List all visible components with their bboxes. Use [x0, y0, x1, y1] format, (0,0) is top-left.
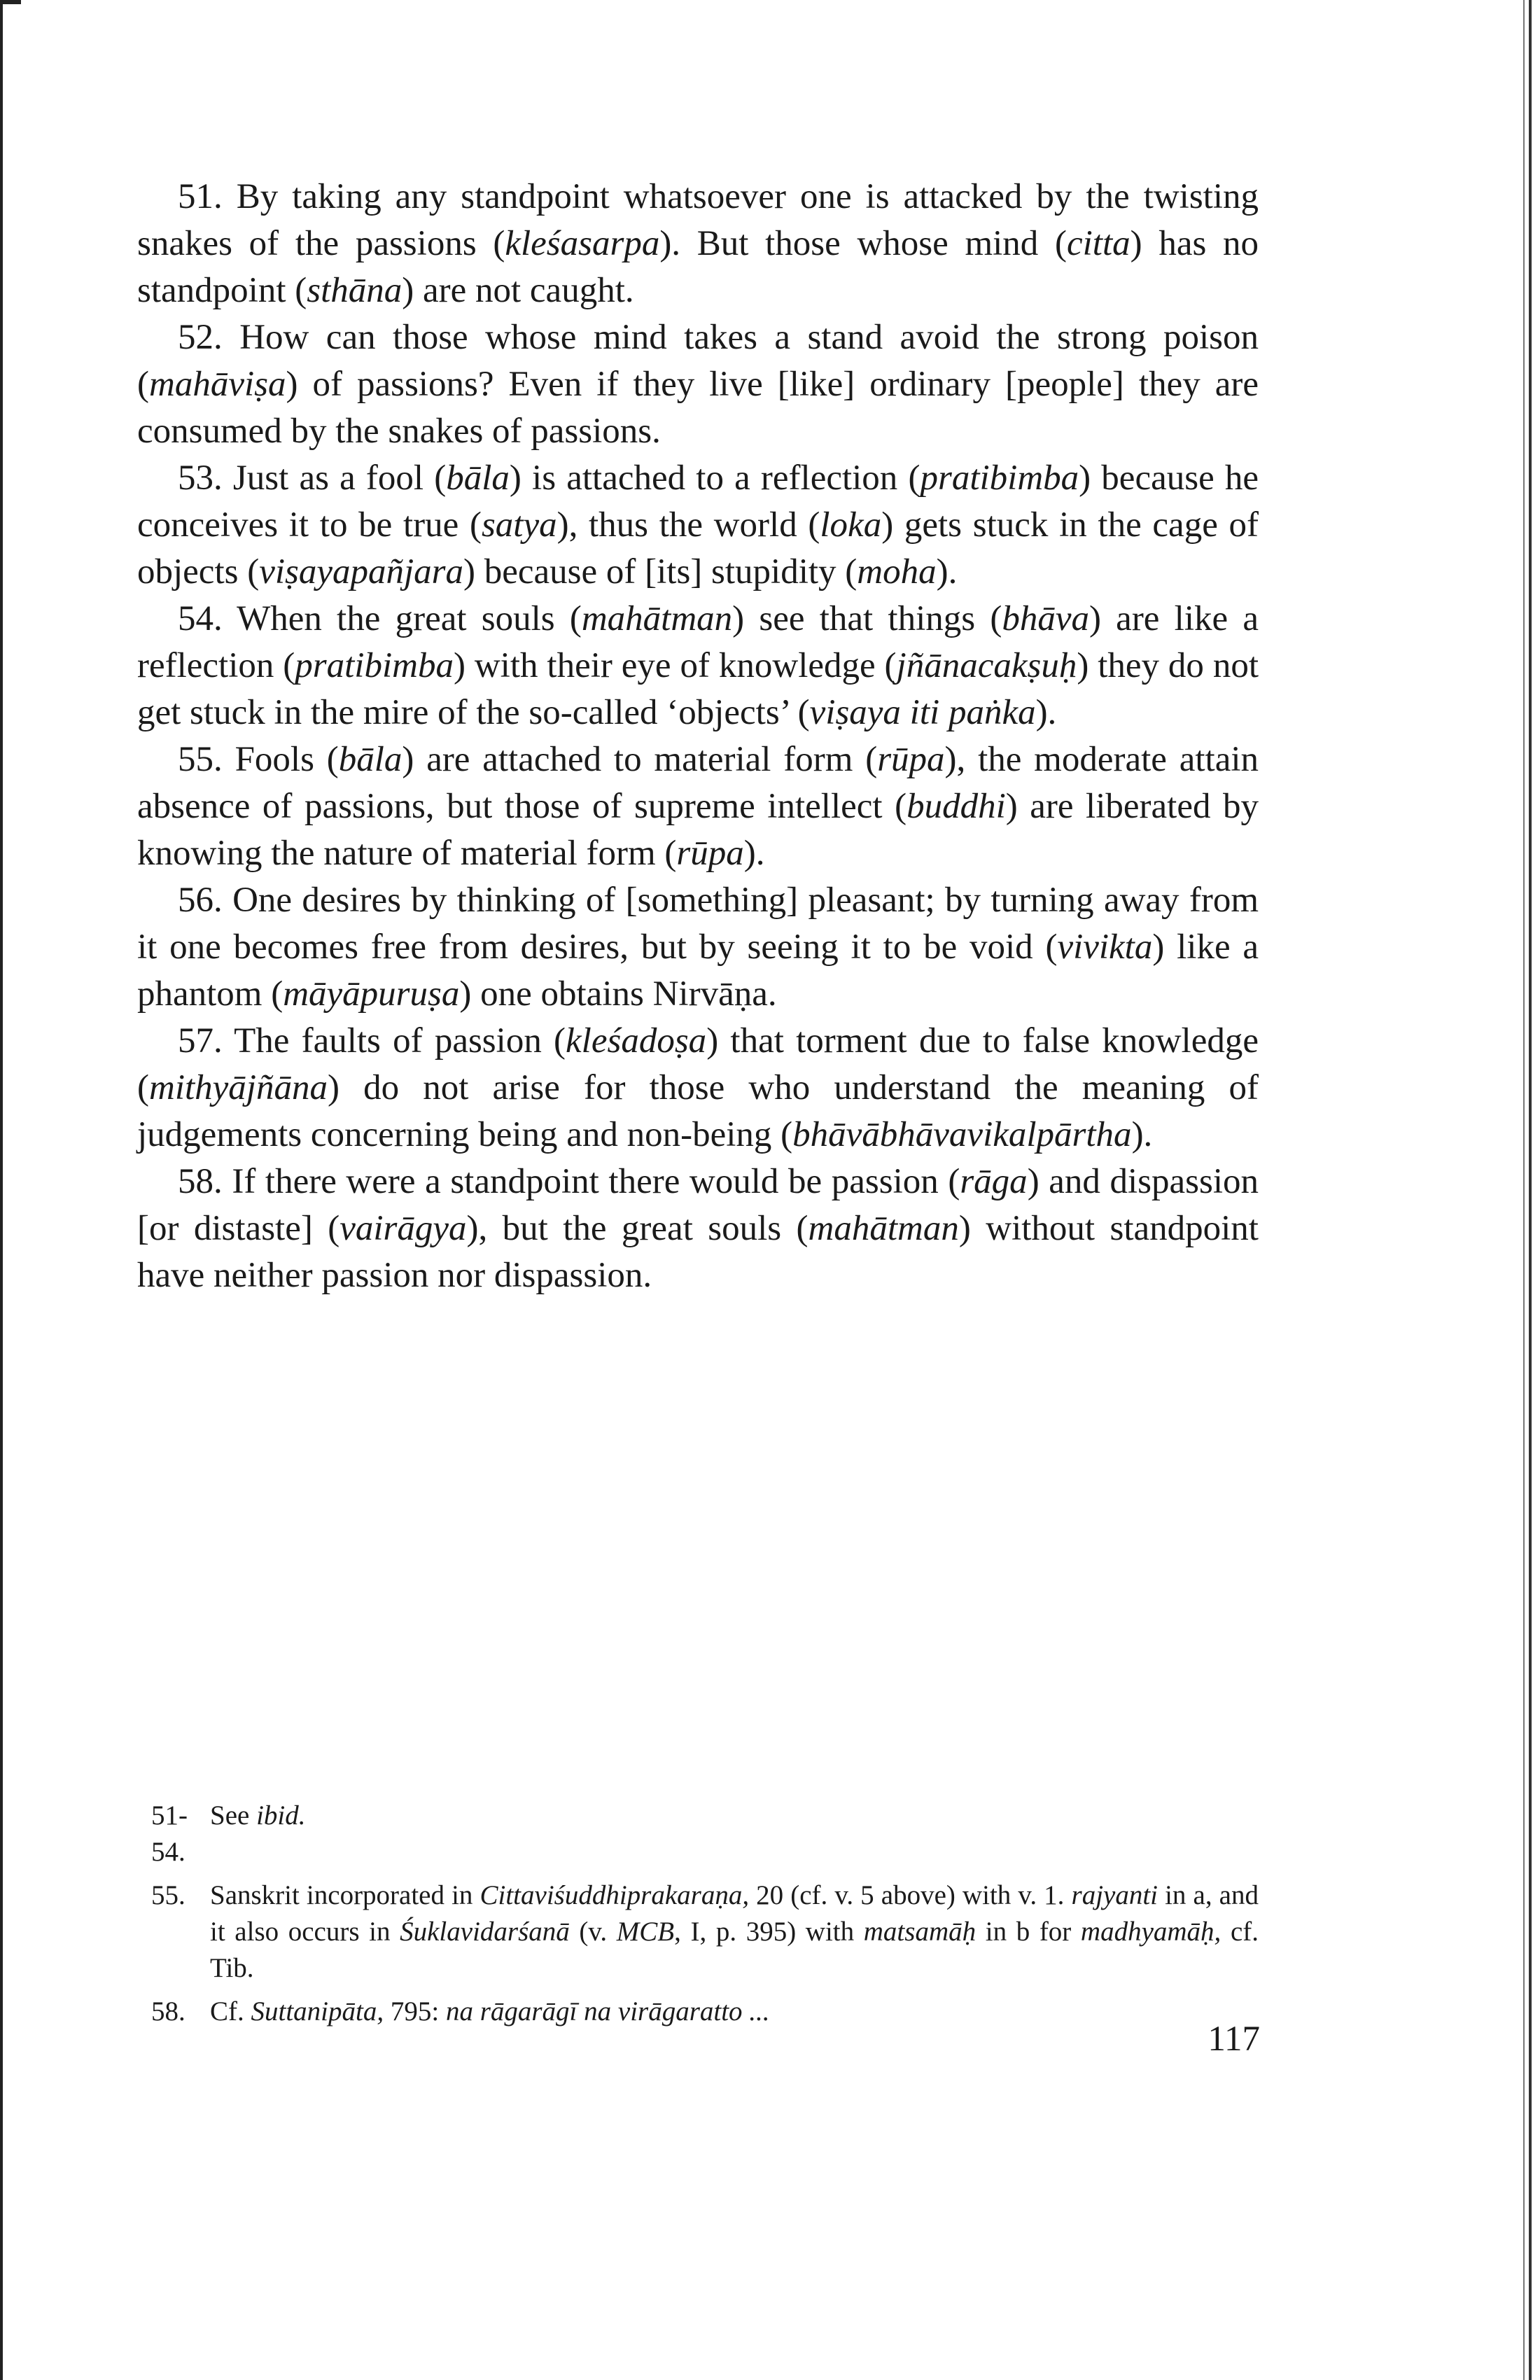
text-run: ) are attached to material form ( — [402, 740, 878, 779]
scan-edge-top — [0, 0, 21, 4]
scan-edge-right-inner — [1523, 0, 1525, 2380]
footnote-number: 51-54. — [151, 1800, 188, 1867]
text-run: in b for — [976, 1917, 1081, 1947]
term-italic: Suttanipāta, — [251, 1996, 384, 2026]
footnote-text — [210, 1798, 1259, 1870]
text-run: ) with their eye of knowledge ( — [453, 646, 897, 685]
verse-number: 52. — [178, 318, 240, 357]
verse-number: 57. — [178, 1021, 234, 1060]
term-italic: pratibimba — [295, 646, 454, 685]
verse-52 — [137, 314, 1259, 455]
text-run: ) is attached to a reflection ( — [509, 458, 920, 498]
text-run: ) gets stuck in the cage of objects ( — [137, 505, 1259, 592]
term-italic: buddhi — [906, 787, 1006, 826]
text-run: (v. — [569, 1917, 617, 1947]
text-run: See — [210, 1800, 257, 1830]
footnote-number: 58. — [151, 1996, 186, 2026]
term-italic: viṣayapañjara — [259, 552, 464, 592]
term-italic: vivikta — [1057, 927, 1153, 967]
footnote-number: 55. — [151, 1880, 186, 1910]
term-italic: bhāvābhāvavikalpārtha — [792, 1115, 1132, 1154]
text-run: When the great souls ( — [237, 599, 582, 638]
text-run: By taking any standpoint whatsoever one is attacked by the twisting snakes of the passions ( — [137, 177, 1259, 263]
text-run: ). — [743, 834, 765, 873]
text-run: ). — [1131, 1115, 1153, 1154]
term-italic: matsamāḥ — [863, 1917, 976, 1947]
text-run: 795: — [384, 1996, 446, 2026]
text-run: ). — [936, 552, 958, 592]
term-italic: sthāna — [307, 271, 402, 310]
verse-number: 56. — [178, 881, 233, 920]
term-italic: Cittaviśuddhiprakaraṇa, — [479, 1880, 750, 1910]
text-run: cf. Tib. — [210, 1917, 1259, 1983]
text-run: ) without standpoint have neither passion nor dispassion. — [137, 1209, 1259, 1295]
footnotes — [151, 1798, 1259, 2037]
text-run: ), thus the world ( — [556, 505, 820, 545]
text-run: ) of passions? Even if they live [like] ordinary [people] they are consumed by the snakes of passions. — [137, 365, 1259, 451]
text-run: If there were a standpoint there would be passion ( — [232, 1162, 960, 1201]
text-run: One desires by thinking of [something] pleasant; by turning away from it one becomes free from desires, but by seeing it to be void ( — [137, 881, 1259, 967]
term-italic: mahāviṣa — [148, 365, 286, 404]
term-italic: kleśadoṣa — [566, 1021, 707, 1060]
text-run: ), the moderate attain absence of passions, but those of supreme intellect ( — [137, 740, 1259, 826]
text-run: Sanskrit incorporated in — [210, 1880, 480, 1910]
page-number: 117 — [1208, 2019, 1260, 2059]
verse-54 — [137, 596, 1259, 736]
verse-57 — [137, 1018, 1259, 1158]
term-italic: loka — [820, 505, 882, 545]
text-run: ) are not caught. — [402, 271, 634, 310]
term-italic: citta — [1066, 224, 1130, 263]
term-italic: kleśasarpa — [505, 224, 660, 263]
term-italic: Śuklavidarśanā — [400, 1917, 570, 1947]
term-italic: madhyamāḥ, — [1080, 1917, 1222, 1947]
verse-56 — [137, 877, 1259, 1018]
text-run: ) because of [its] stupidity ( — [463, 552, 858, 592]
text-run: Cf. — [210, 1996, 251, 2026]
term-italic: mithyājñāna — [148, 1068, 328, 1107]
verse-number: 58. — [178, 1162, 232, 1201]
term-italic: bāla — [446, 458, 510, 498]
term-italic: bhāva — [1002, 599, 1089, 638]
text-run: ) has no standpoint ( — [137, 224, 1259, 310]
text-run: ) are liberated by knowing the nature of material form ( — [137, 787, 1259, 873]
footnote — [151, 1877, 1259, 1987]
term-italic: rāga — [960, 1162, 1028, 1201]
term-italic: MCB — [616, 1917, 675, 1947]
verse-number: 53. — [178, 458, 233, 498]
term-italic: jñānacakṣuḥ — [896, 646, 1077, 685]
text-run: , I, p. 395) with — [674, 1917, 864, 1947]
text-run: ) that torment due to false knowledge ( — [137, 1021, 1259, 1107]
verse-number: 54. — [178, 599, 237, 638]
footnote — [151, 1798, 1259, 1870]
text-run: The faults of passion ( — [234, 1021, 566, 1060]
text-run: ) they do not get stuck in the mire of the so-called ‘objects’ ( — [137, 646, 1259, 732]
text-run: ) see that things ( — [732, 599, 1002, 638]
footnote — [151, 1994, 1259, 2030]
text-run: in a, and it also occurs in — [210, 1880, 1259, 1947]
term-italic: rūpa — [676, 834, 744, 873]
term-italic: rajyanti — [1071, 1880, 1158, 1910]
text-run: ), but the great souls ( — [466, 1209, 808, 1248]
verse-53 — [137, 455, 1259, 596]
scan-edge-right — [1529, 0, 1532, 2380]
text-run: ). — [1035, 693, 1057, 732]
footnote-text — [210, 1994, 1259, 2030]
text-run: ) and dispassion [or distaste] ( — [137, 1162, 1259, 1248]
term-italic: pratibimba — [920, 458, 1079, 498]
verse-58 — [137, 1158, 1259, 1299]
term-italic: ibid. — [256, 1800, 306, 1830]
text-run: ) one obtains Nirvāṇa. — [459, 974, 777, 1014]
term-italic: rūpa — [877, 740, 945, 779]
term-italic: satya — [481, 505, 557, 545]
text-run: How can those whose mind takes a stand avoid the strong poison ( — [137, 318, 1259, 404]
text-run: 20 (cf. v. 5 above) with v. 1. — [749, 1880, 1072, 1910]
term-italic: bāla — [338, 740, 402, 779]
term-italic: mahātman — [808, 1209, 959, 1248]
term-italic: na rāgarāgī na virāgaratto ... — [445, 1996, 770, 2026]
text-run: ) because he conceives it to be true ( — [137, 458, 1259, 545]
text-run: ). But those whose mind ( — [659, 224, 1067, 263]
verse-55 — [137, 736, 1259, 877]
term-italic: mahātman — [581, 599, 733, 638]
text-run: Just as a fool ( — [232, 458, 447, 498]
text-run: ) do not arise for those who understand the meaning of judgements concerning being and non-being ( — [137, 1068, 1259, 1154]
term-italic: vairāgya — [340, 1209, 467, 1248]
text-run: Fools ( — [234, 740, 339, 779]
verse-51 — [137, 174, 1259, 314]
verse-text-body — [137, 174, 1259, 1299]
term-italic: viṣaya iti paṅka — [809, 693, 1036, 732]
term-italic: māyāpuruṣa — [283, 974, 460, 1014]
scan-edge-left — [0, 0, 3, 2380]
verse-number: 51. — [178, 177, 237, 216]
text-run: ) are like a reflection ( — [137, 599, 1259, 685]
text-run: ) like a phantom ( — [137, 927, 1259, 1014]
term-italic: moha — [857, 552, 937, 592]
footnote-text — [210, 1877, 1259, 1987]
verse-number: 55. — [178, 740, 235, 779]
